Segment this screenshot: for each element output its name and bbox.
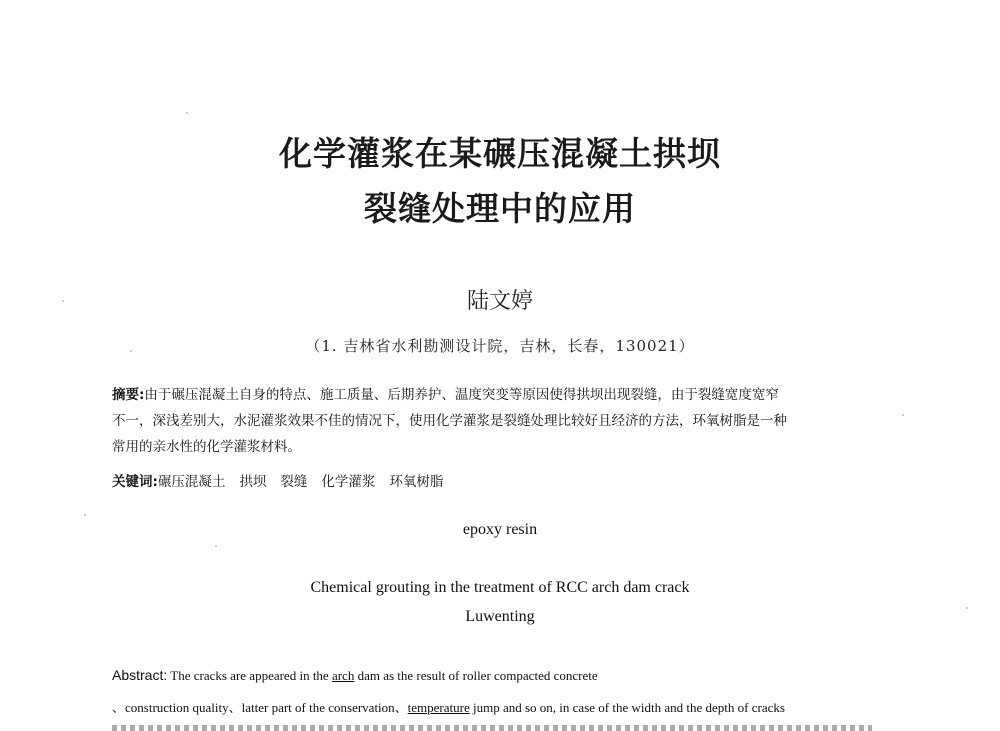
paper-title-line-2: 裂缝处理中的应用 [364,189,636,228]
abstract-cn-label: 摘要: [112,387,145,403]
scan-speck [902,414,904,416]
scan-speck [186,112,188,114]
keyword-item: 化学灌浆 [321,474,376,490]
abstract-en-line-2: 、construction quality、latter part of the conservation、temperature jump and so on, in case of the width and the depth of cracks [112,700,785,715]
abstract-cn-line-1: 摘要:由于碾压混凝土自身的特点、施工质量、后期养护、温度突变等原因使得拱坝出现裂缝，由于裂缝宽度宽窄 [112,387,779,403]
abstract-cn [112,382,872,460]
scan-speck [966,607,968,609]
scan-speck [130,350,132,352]
keywords [112,470,457,490]
scan-speck [62,300,64,302]
english-title: Chemical grouting in the treatment of RCC arch dam crack [310,579,690,596]
abstract-cn-line-3: 常用的亲水性的化学灌浆材料。 [112,439,301,455]
affiliation: （1. 吉林省水利勘测设计院，吉林，长春，130021） [305,337,695,355]
abstract-en-label: Abstract: [112,667,168,683]
abstract-cn-line-2: 不一，深浅差别大，水泥灌浆效果不佳的情况下，使用化学灌浆是裂缝处理比较好且经济的方法，环氧树脂是一种 [112,413,787,429]
english-author: Luwenting [465,608,535,625]
paper-title-line-1: 化学灌浆在某碾压混凝土拱坝 [279,134,721,173]
keyword-item: 拱坝 [239,474,267,490]
cropped-text-line [112,725,872,731]
keyword-item: 裂缝 [280,474,308,490]
scan-speck [84,514,86,516]
abstract-en-line-1: Abstract: The cracks are appeared in the arch dam as the result of roller compacted concrete [112,667,598,683]
keyword-en: epoxy resin [462,521,538,538]
keywords-label: 关键词: [112,474,158,490]
keyword-item: 环氧树脂 [389,474,444,490]
keyword-item: 碾压混凝土 [157,474,226,490]
scan-speck [215,545,217,547]
author-name: 陆文婷 [466,289,533,314]
